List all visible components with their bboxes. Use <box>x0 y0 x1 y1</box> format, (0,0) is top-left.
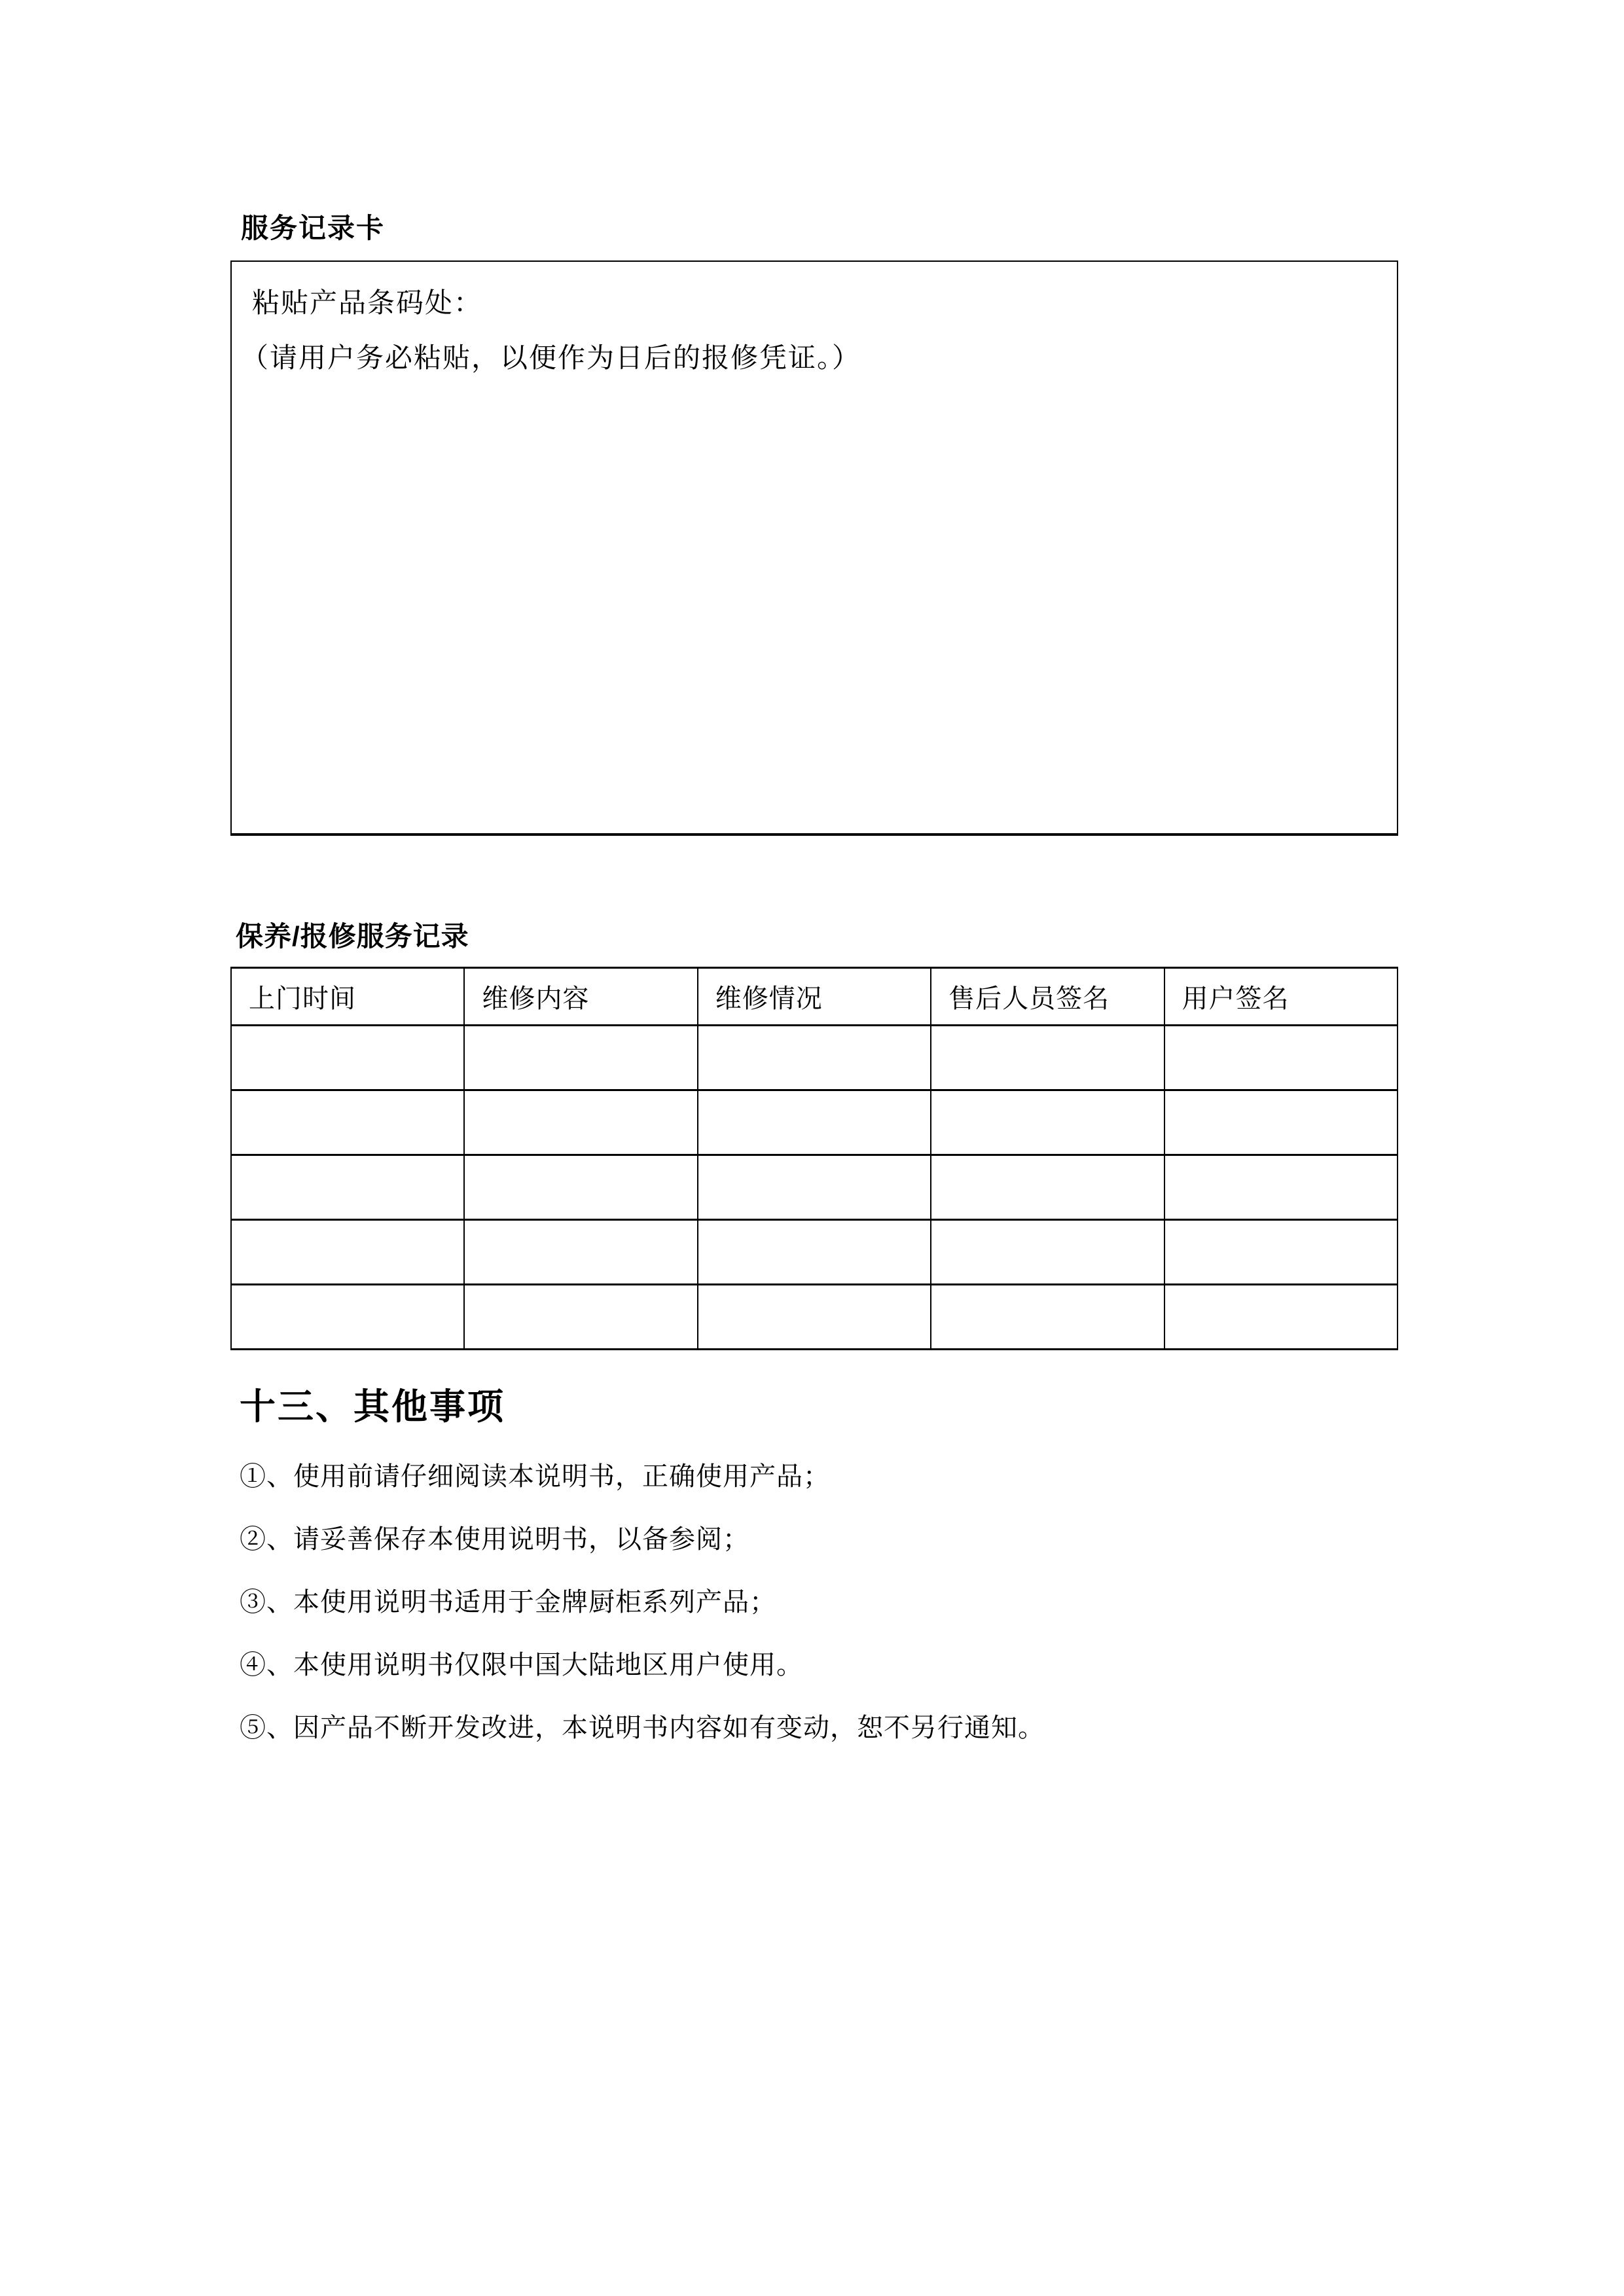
empty-cell <box>1164 1285 1398 1350</box>
list-item: ①、使用前请仔细阅读本说明书，正确使用产品； <box>240 1462 830 1491</box>
empty-cell <box>1164 1026 1398 1090</box>
column-header: 维修情况 <box>698 968 931 1026</box>
column-header: 维修内容 <box>464 968 697 1026</box>
empty-cell <box>698 1026 931 1090</box>
list-item: ②、请妥善保存本使用说明书，以备参阅； <box>240 1525 749 1554</box>
table-row <box>231 1220 1398 1285</box>
table-row <box>231 1090 1398 1155</box>
empty-cell <box>1164 1090 1398 1155</box>
other-matters-title: 十三、其他事项 <box>240 1386 506 1427</box>
service-record-table <box>230 967 1398 1350</box>
empty-cell <box>464 1090 697 1155</box>
empty-cell <box>231 1155 464 1220</box>
table-row <box>231 1026 1398 1090</box>
table-row <box>231 1285 1398 1350</box>
empty-cell <box>698 1090 931 1155</box>
empty-cell <box>231 1090 464 1155</box>
table-body <box>231 1026 1398 1350</box>
column-header: 上门时间 <box>231 968 464 1026</box>
empty-cell <box>698 1220 931 1285</box>
empty-cell <box>231 1220 464 1285</box>
other-matters-list <box>240 1461 1483 1775</box>
barcode-box-note: （请用户务必粘贴，以便作为日后的报修凭证。） <box>241 342 861 373</box>
empty-cell <box>931 1220 1164 1285</box>
list-item: ④、本使用说明书仅限中国大陆地区用户使用。 <box>240 1651 803 1679</box>
empty-cell <box>1164 1155 1398 1220</box>
column-header: 用户签名 <box>1164 968 1398 1026</box>
list-item: ③、本使用说明书适用于金牌厨柜系列产品； <box>240 1588 776 1617</box>
empty-cell <box>931 1285 1164 1350</box>
empty-cell <box>698 1285 931 1350</box>
empty-cell <box>931 1155 1164 1220</box>
barcode-paste-box <box>230 260 1398 836</box>
empty-cell <box>231 1285 464 1350</box>
empty-cell <box>698 1155 931 1220</box>
empty-cell <box>931 1090 1164 1155</box>
table-row <box>231 1155 1398 1220</box>
table-header-row <box>231 968 1398 1026</box>
service-record-title: 保养/报修服务记录 <box>236 921 469 952</box>
empty-cell <box>464 1220 697 1285</box>
barcode-box-label: 粘贴产品条码处： <box>252 287 483 318</box>
empty-cell <box>464 1026 697 1090</box>
service-card-title: 服务记录卡 <box>241 213 386 243</box>
empty-cell <box>464 1155 697 1220</box>
empty-cell <box>231 1026 464 1090</box>
list-item: ⑤、因产品不断开发改进，本说明书内容如有变动，恕不另行通知。 <box>240 1713 1045 1742</box>
empty-cell <box>931 1026 1164 1090</box>
column-header: 售后人员签名 <box>931 968 1164 1026</box>
empty-cell <box>1164 1220 1398 1285</box>
empty-cell <box>464 1285 697 1350</box>
